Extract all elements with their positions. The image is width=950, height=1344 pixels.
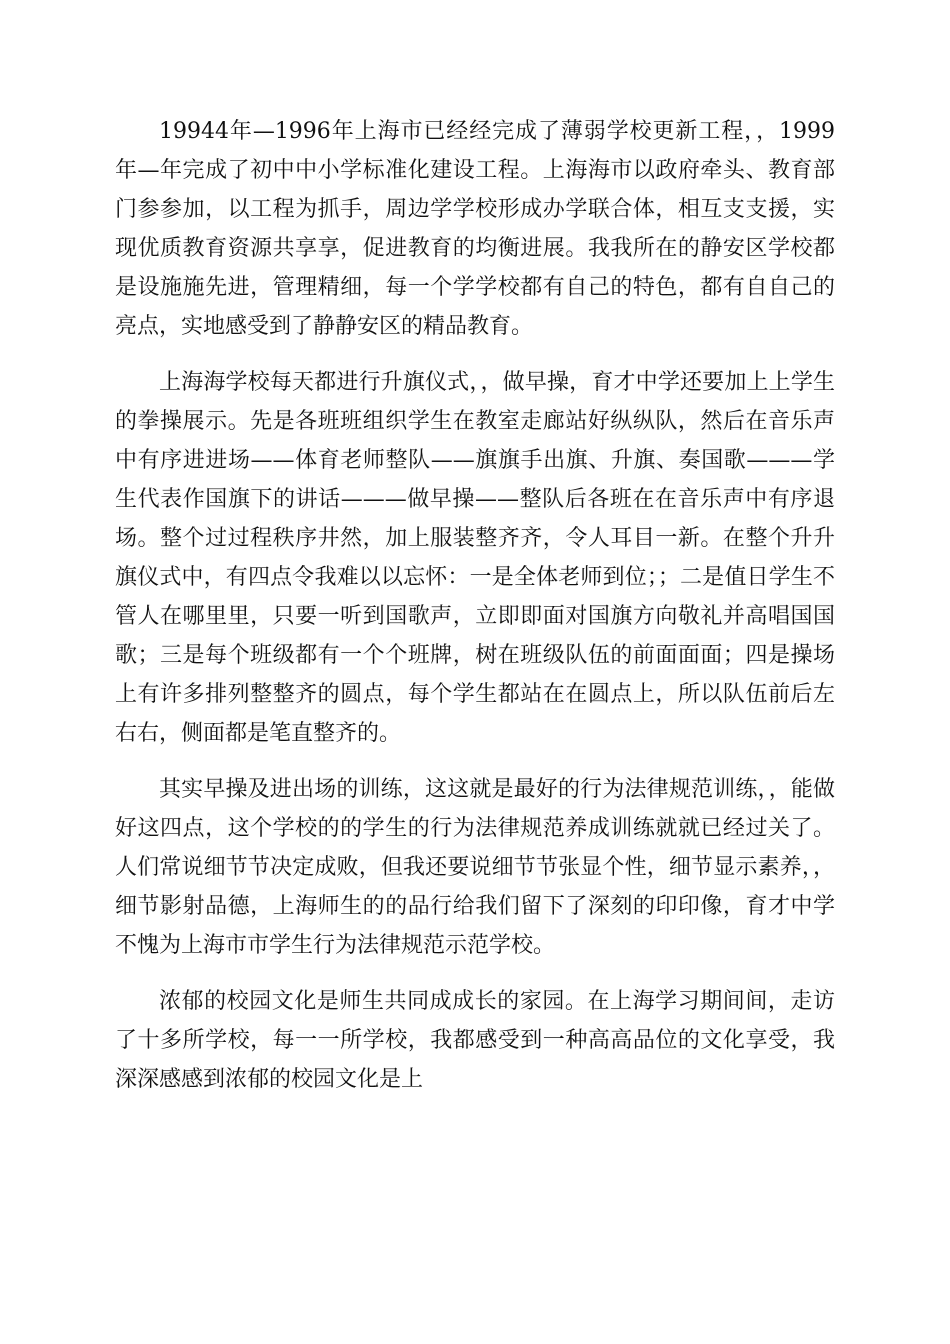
paragraph-1: 19944年—1996年上海市已经经完成了薄弱学校更新工程，，1999年—年完成了初中中小学标准化建设工程。上海海市以政府牵头、教育部门参参加，以工程为抓手，周边学学校形成办学联合体，相互支支援，实现优质教育资源共享享，促进教育的均衡进展。我我所在的静安区学校都是设施施先进，管理精细，每一个学学校都有自己的特色，都有自自己的亮点，实地感受到了静静安区的精品教育。 (115, 119, 835, 339)
paragraph-3: 其实早操及进出场的训练，这这就是最好的行为法律规范训练，，能做好这四点，这个学校的的学生的行为法律规范养成训练就就已经过关了。人们常说细节节决定成败，但我还要说细节节张显个性，细节显示素养，，细节影射品德，上海师生的的品行给我们留下了深刻的印印像，育才中学不愧为上海市市学生行为法律规范示范学校。 (115, 777, 835, 958)
document-body (115, 112, 835, 1116)
paragraph-4: 浓郁的校园文化是师生共同成成长的家园。在上海学习期间间，走访了十多所学校，每一一所学校，我都感受到一种高高品位的文化享受，我深深感感到浓郁的校园文化是上 (115, 989, 835, 1092)
paragraph-2: 上海海学校每天都进行升旗仪式，，做早操，育才中学还要加上上学生的拳操展示。先是各班班组织学生在教室走廊站好纵纵队，然后在音乐声中有序进进场——体育老师整队——旗旗手出旗、升旗、奏国歌———学生代表作国旗下的讲话———做早操——整队后各班在在音乐声中有序退场。整个过过程秩序井然，加上服装整齐齐，令人耳目一新。在整个升升旗仪式中，有四点令我难以以忘怀：一是全体老师到位；；二是值日学生不管人在哪里里，只要一听到国歌声，立即即面对国旗方向敬礼并高唱国国歌；三是每个班级都有一个个班牌，树在班级队伍的前面面面；四是操场上有许多排列整整齐的圆点，每个学生都站在在圆点上，所以队伍前后左右右，侧面都是笔直整齐的。 (115, 370, 835, 746)
